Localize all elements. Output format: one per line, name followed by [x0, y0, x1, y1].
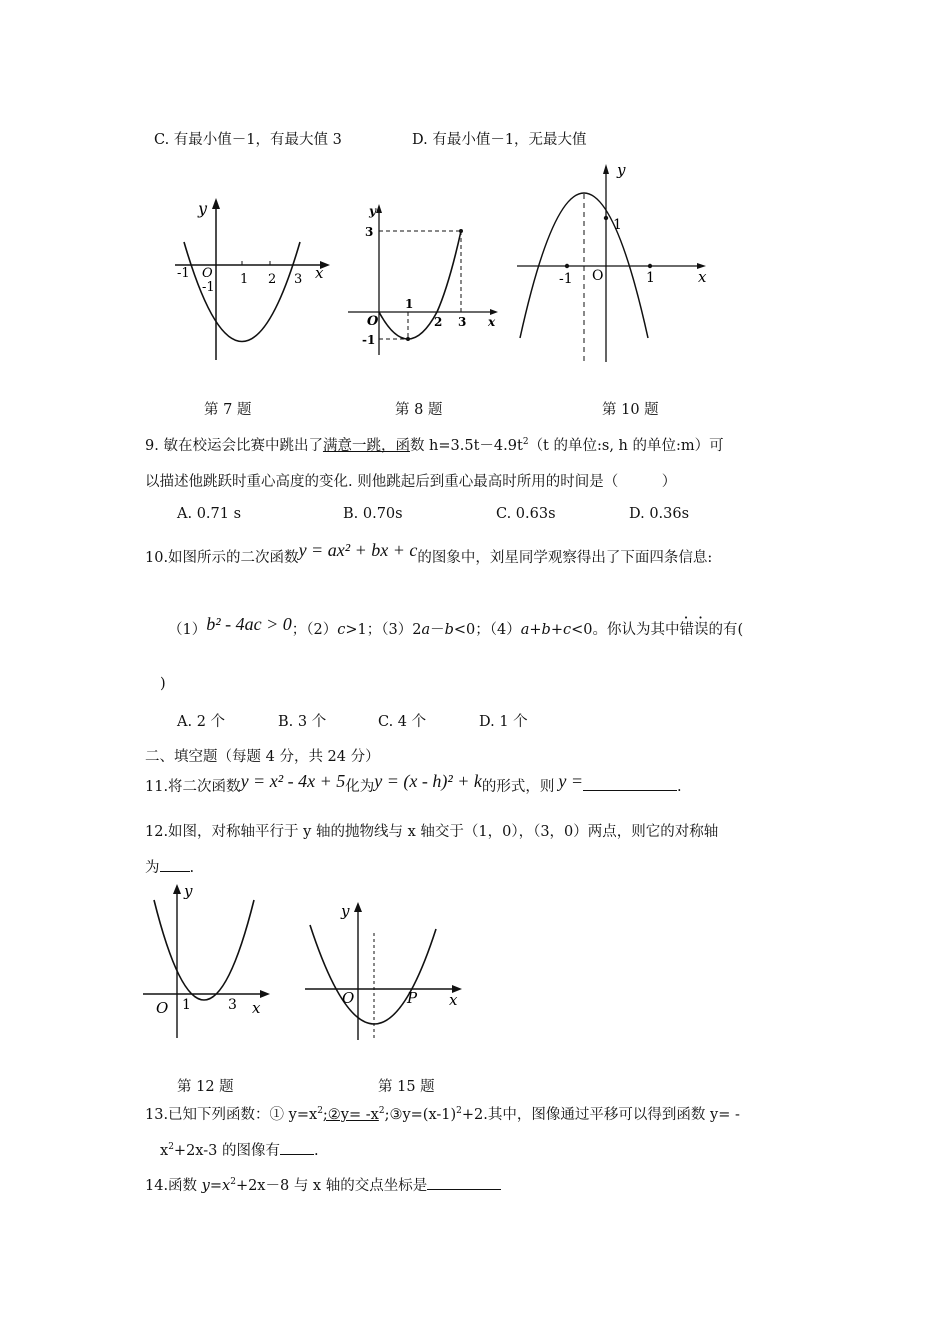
question-12-line1: 12.如图，对称轴平行于 y 轴的抛物线与 x 轴交于（1，0），（3，0）两点，则它的对称轴: [145, 824, 719, 840]
q10-emph-1: 错: [679, 622, 694, 638]
fig7-tick-2: 2: [268, 272, 277, 287]
fig15-x-label: x: [449, 991, 458, 1009]
q13-sup-1: 2: [317, 1106, 323, 1117]
fig7-tick-m1y: -1: [202, 280, 215, 295]
question-13-line2: [160, 1139, 319, 1160]
option-d: D. 有最小值－1，无最大值: [412, 132, 587, 148]
q10-b-var: b: [444, 622, 454, 638]
q10-minus: －: [430, 622, 445, 638]
figure-7-graph: [170, 195, 340, 365]
question-14: [145, 1174, 501, 1195]
section-2-heading: 二、填空题（每题 4 分，共 24 分）: [145, 749, 380, 765]
q9-sup: 2: [522, 437, 529, 448]
fig12-tick-1: 1: [182, 997, 191, 1013]
q14-a: 14.函数: [145, 1178, 202, 1194]
q9-underlined: 满意一跳，函: [322, 438, 410, 454]
q10-lt0: <0；（4）: [453, 622, 521, 638]
q10-abc: a+b+c: [520, 622, 572, 638]
q10-item1: b² - 4ac > 0: [206, 614, 292, 634]
option-c: C. 有最小值－1，有最大值 3: [154, 132, 342, 148]
fig8-tick-1: 1: [405, 297, 414, 311]
q13-sup-2: 2: [378, 1106, 385, 1117]
q14-c: +2x－8 与 x 轴的交点坐标是: [235, 1178, 428, 1194]
q9-option-b: B. 0.70s: [343, 506, 403, 522]
q10-option-b: B. 3 个: [278, 714, 327, 730]
fig12-origin: O: [156, 999, 169, 1017]
q11-end: .: [677, 779, 682, 795]
question-11: [145, 771, 682, 796]
fig10-x-label: x: [698, 268, 707, 286]
q11-formula-1: y = x² - 4x + 5: [240, 771, 346, 791]
q10-c-gt: >1；（3）2: [345, 622, 422, 638]
q14-b: y=x: [201, 1178, 231, 1194]
figure-8-graph: [345, 195, 510, 360]
q13-e: x: [160, 1143, 169, 1159]
q13-c: ;③y=(x-1): [384, 1107, 457, 1123]
q10-tail: 的有(: [708, 622, 744, 638]
q13-sup-3: 2: [456, 1106, 462, 1117]
caption-q10: 第 10 题: [602, 402, 659, 418]
question-9-line2: 以描述他跳跃时重心高度的变化. 则他跳起后到重心最高时所用的时间是（ ）: [145, 474, 677, 490]
q13-sup-4: 2: [168, 1142, 174, 1153]
figure-12-graph: [140, 880, 275, 1040]
q11-formula-3: y =: [558, 771, 583, 791]
q9-text-a: 9. 敏在校运会比赛中跳出了: [145, 438, 323, 454]
figure-10-graph: [512, 158, 712, 366]
fig7-x-label: x: [315, 264, 324, 282]
q12-end: .: [189, 860, 195, 876]
fig8-tick-3: 3: [458, 315, 467, 329]
fig10-tick-m1: -1: [559, 271, 573, 287]
fig7-tick-3: 3: [294, 272, 303, 287]
q10-item1-pre: （1）: [168, 622, 207, 638]
q10-option-c: C. 4 个: [378, 714, 427, 730]
fig12-y-label: y: [184, 882, 193, 900]
q9-option-a: A. 0.71 s: [177, 506, 242, 522]
q13-answer-blank[interactable]: [280, 1140, 314, 1155]
q10-lt0b: <0。你认为其中: [571, 622, 680, 638]
q10-option-a: A. 2 个: [177, 714, 226, 730]
q11-formula-2: y = (x - h)² + k: [374, 771, 482, 791]
question-9-line1: [145, 434, 724, 455]
q13-end: .: [313, 1143, 319, 1159]
fig7-y-label: y: [198, 199, 208, 218]
q10-c-var: c: [337, 622, 346, 638]
q13-a: 13.已知下列函数：① y=x: [145, 1107, 318, 1123]
q10-a-var: a: [421, 622, 431, 638]
caption-q15: 第 15 题: [378, 1079, 435, 1095]
caption-q12: 第 12 题: [177, 1079, 234, 1095]
q10-formula: y = ax² + bx + c: [298, 540, 418, 560]
q13-f: +2x-3 的图像有: [173, 1143, 280, 1159]
q11-suffix: 的形式，则: [481, 779, 555, 795]
q9-text-d: （t 的单位:s, h 的单位:m）可: [528, 438, 724, 454]
q11-prefix: 11.将二次函数: [145, 779, 241, 795]
fig7-origin: O: [202, 266, 213, 281]
caption-q8: 第 8 题: [395, 402, 443, 418]
q10-prefix: 10.如图所示的二次函数: [145, 550, 299, 566]
fig7-tick-m1: -1: [177, 266, 190, 281]
q9-option-d: D. 0.36s: [629, 506, 690, 522]
caption-q7: 第 7 题: [204, 402, 252, 418]
q12-answer-blank[interactable]: [160, 857, 190, 872]
question-13-line1: [145, 1103, 740, 1124]
fig15-origin: O: [342, 989, 355, 1007]
fig10-tick-1x: 1: [646, 270, 655, 286]
question-10-line2: [168, 614, 744, 639]
question-10-line1: [145, 540, 713, 567]
q10-option-d: D. 1 个: [479, 714, 528, 730]
q12-prefix: 为: [145, 860, 160, 876]
fig8-x-label: x: [488, 315, 496, 329]
q11-answer-blank[interactable]: [583, 776, 677, 791]
figure-15-graph: [300, 895, 470, 1045]
q10-emph-2: 误: [694, 622, 709, 638]
fig8-tick-2: 2: [434, 315, 443, 329]
fig7-tick-1: 1: [240, 272, 249, 287]
fig8-tick-3y: 3: [365, 225, 374, 239]
fig15-point-p: P: [407, 989, 418, 1007]
question-12-line2: [145, 856, 194, 877]
fig8-tick-m1: -1: [362, 333, 376, 347]
q10-suffix: 的图象中，刘星同学观察得出了下面四条信息:: [417, 550, 713, 566]
fig10-y-label: y: [617, 161, 626, 179]
fig8-origin: O: [367, 314, 379, 329]
q14-answer-blank[interactable]: [427, 1175, 501, 1190]
fig12-tick-3: 3: [228, 997, 237, 1013]
q14-sup: 2: [230, 1177, 236, 1188]
fig12-x-label: x: [252, 999, 261, 1017]
q13-b: ;②y= -x: [322, 1107, 379, 1123]
q13-d: +2.其中，图像通过平移可以得到函数 y= -: [461, 1107, 740, 1123]
q10-item2-pre: ；（2）: [291, 622, 338, 638]
fig10-origin: O: [592, 268, 604, 284]
fig15-y-label: y: [341, 902, 350, 920]
q9-formula: 数 h=3.5t－4.9t: [409, 438, 523, 454]
q11-mid: 化为: [345, 779, 375, 795]
q10-close-paren: ): [160, 676, 166, 692]
fig10-tick-1y: 1: [613, 217, 622, 233]
fig8-y-label: y: [369, 204, 376, 218]
q9-option-c: C. 0.63s: [496, 506, 556, 522]
